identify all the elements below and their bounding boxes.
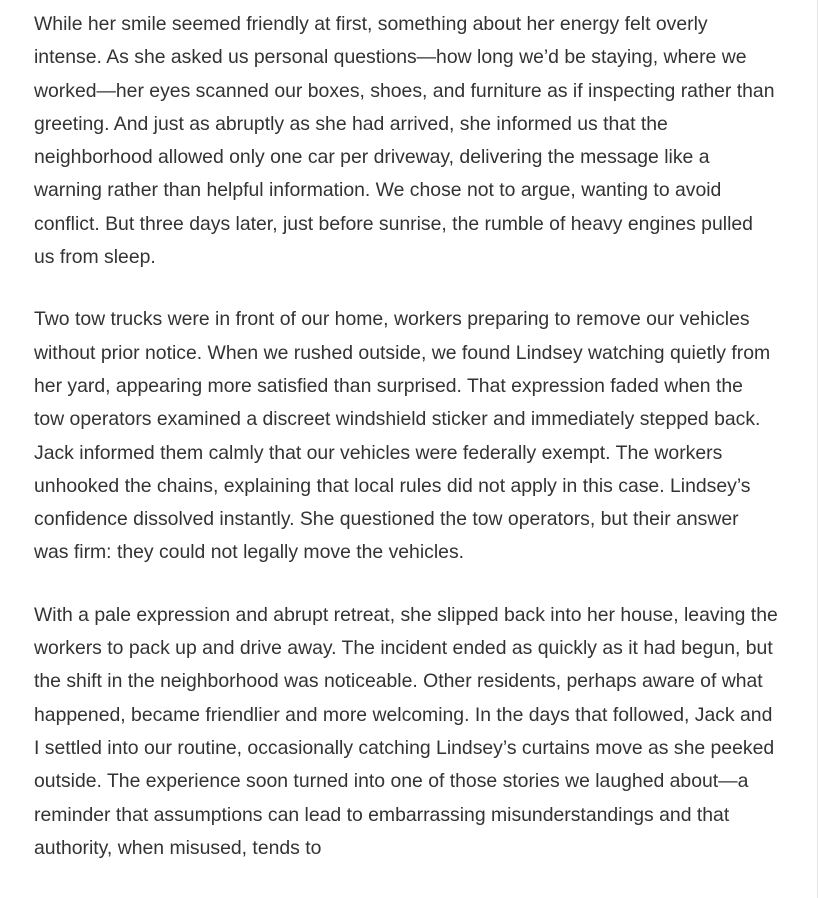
paragraph-2: Two tow trucks were in front of our home, workers preparing to remove our vehicles without prior notice. When we rushed outside, we found Lindsey watching quietly from her yard, appearing more satisfied than surprised. That expression faded when the tow operators examined a discreet windshield sticker and immediately stepped back. Jack informed them calmly that our vehicles were federally exempt. The workers unhooked the chains, explaining that local rules did not apply in this case. Lindsey’s confidence dissolved instantly. She questioned the tow operators, but their answer was firm: they could not legally move the vehicles. [34, 308, 771, 564]
paragraph-1: While her smile seemed friendly at first, something about her energy felt overly intense. As she asked us personal questions—how long we’d be staying, where we worked—her eyes scanned our boxes, shoes, and furniture as if inspecting rather than greeting. And just as abruptly as she had arrived, she informed us that the neighborhood allowed only one car per driveway, delivering the message like a warning rather than helpful information. We chose not to argue, wanting to avoid conflict. But three days later, just before sunrise, the rumble of heavy engines pulled us from sleep. [34, 13, 775, 269]
article-body [34, 8, 778, 894]
paragraph-3: With a pale expression and abrupt retreat, she slipped back into her house, leaving the workers to pack up and drive away. The incident ended as quickly as it had begun, but the shift in the neighborhood was noticeable. Other residents, perhaps aware of what happened, became friendlier and more welcoming. In the days that followed, Jack and I settled into our routine, occasionally catching Lindsey’s curtains move as she peeked outside. The experience soon turned into one of those stories we laughed about—a reminder that assumptions can lead to embarrassing misunderstandings and that authority, when misused, tends to [34, 603, 778, 859]
